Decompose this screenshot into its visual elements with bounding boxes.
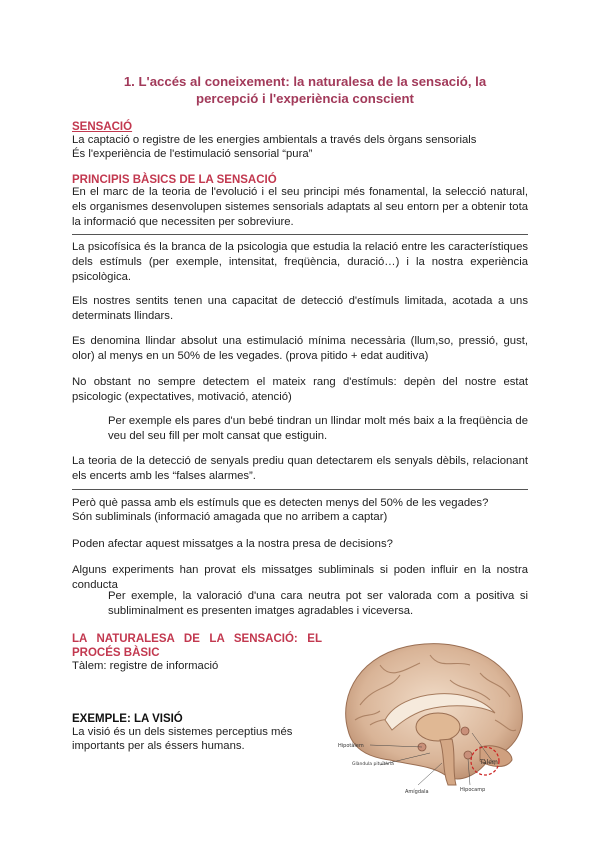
psicofisica-paragraph: La psicofísica és la branca de la psicologia que estudia la relació entre les característiques dels estímuls (per exemple, intensitat, freqüència, duració…) i la nostra experiència psicològica. (72, 241, 528, 283)
sensacio-line-2: És l'experiència de l'estimulació sensorial “pura” (72, 148, 313, 160)
visio-line-2: importants per als éssers humans. (72, 740, 245, 752)
poden-paragraph: Poden afectar aquest missatges a la nostra presa de decisions? (72, 538, 393, 550)
sensacio-line-1: La captació o registre de les energies ambientals a través dels òrgans sensorials (72, 134, 477, 146)
naturalesa-heading-line-1: LA NATURALESA DE LA SENSACIÓ: EL (72, 633, 322, 645)
label-glandula: Glàndula pituïtària (352, 762, 394, 767)
pero-paragraph: Però què passa amb els estímuls que es detecten menys del 50% de les vegades? (72, 497, 489, 509)
sentits-paragraph: Els nostres sentits tenen una capacitat de detecció d'estímuls limitada, acotada a uns determinats llindars. (72, 295, 528, 322)
brain-illustration (330, 635, 530, 797)
label-hipocamp: Hipocamp (460, 787, 486, 793)
visio-heading: EXEMPLE: LA VISIÓ (72, 713, 183, 725)
divider (72, 489, 528, 490)
sensacio-heading: SENSACIÓ (72, 121, 133, 133)
subliminals-paragraph: Són subliminals (informació amagada que no arribem a captar) (72, 511, 388, 523)
principis-heading: PRINCIPIS BÀSICS DE LA SENSACIÓ (72, 174, 277, 186)
naturalesa-heading (72, 632, 322, 660)
page-title (80, 73, 530, 107)
llindar-paragraph: Es denomina llindar absolut una estimulació mínima necessària (llum,so, pressió, gust, olor) al menys en un 50% de les vegades. (prova pitido + edat auditiva) (72, 335, 528, 362)
alguns-paragraph: Alguns experiments han provat els missatges subliminals si poden influir en la nostra conducta (72, 564, 528, 591)
exemple-cara-paragraph: Per exemple, la valoració d'una cara neutra pot ser valorada com a positiva si subliminalment es presenten imatges agradables i viceversa. (108, 590, 528, 617)
label-talem: Tàlem (480, 759, 498, 766)
naturalesa-heading-line-2: PROCÉS BÀSIC (72, 647, 160, 659)
naturalesa-text: Tàlem: registre de informació (72, 660, 219, 672)
divider (72, 234, 528, 235)
label-amigdala: Amígdala (405, 789, 429, 795)
visio-line-1: La visió és un dels sistemes perceptius més (72, 726, 293, 738)
title-line-2: percepció i l'experiència conscient (196, 91, 414, 106)
principis-text: En el marc de la teoria de l'evolució i el seu principi més fonamental, la selecció natural, els organismes desenvolupen sistemes sensorials adaptats al seu entorn per a obtenir tota la informació que necessiten per sobreviure. (72, 186, 528, 228)
noobstant-paragraph: No obstant no sempre detectem el mateix rang d'estímuls: depèn del nostre estat psicologic (expectatives, motivació, atenció) (72, 376, 528, 403)
title-line-1: 1. L'accés al coneixement: la naturalesa de la sensació, la (123, 74, 487, 89)
exemple-pares-paragraph: Per exemple els pares d'un bebé tindran un llindar molt més baix a la freqüència de veu del seu fill per molt cansat que estiguin. (108, 415, 528, 442)
label-hipotalem: Hipotàlem (338, 743, 364, 749)
teoria-paragraph: La teoria de la detecció de senyals prediu quan detectarem els senyals dèbils, relacionant els encerts amb les “falses alarmes”. (72, 455, 528, 482)
